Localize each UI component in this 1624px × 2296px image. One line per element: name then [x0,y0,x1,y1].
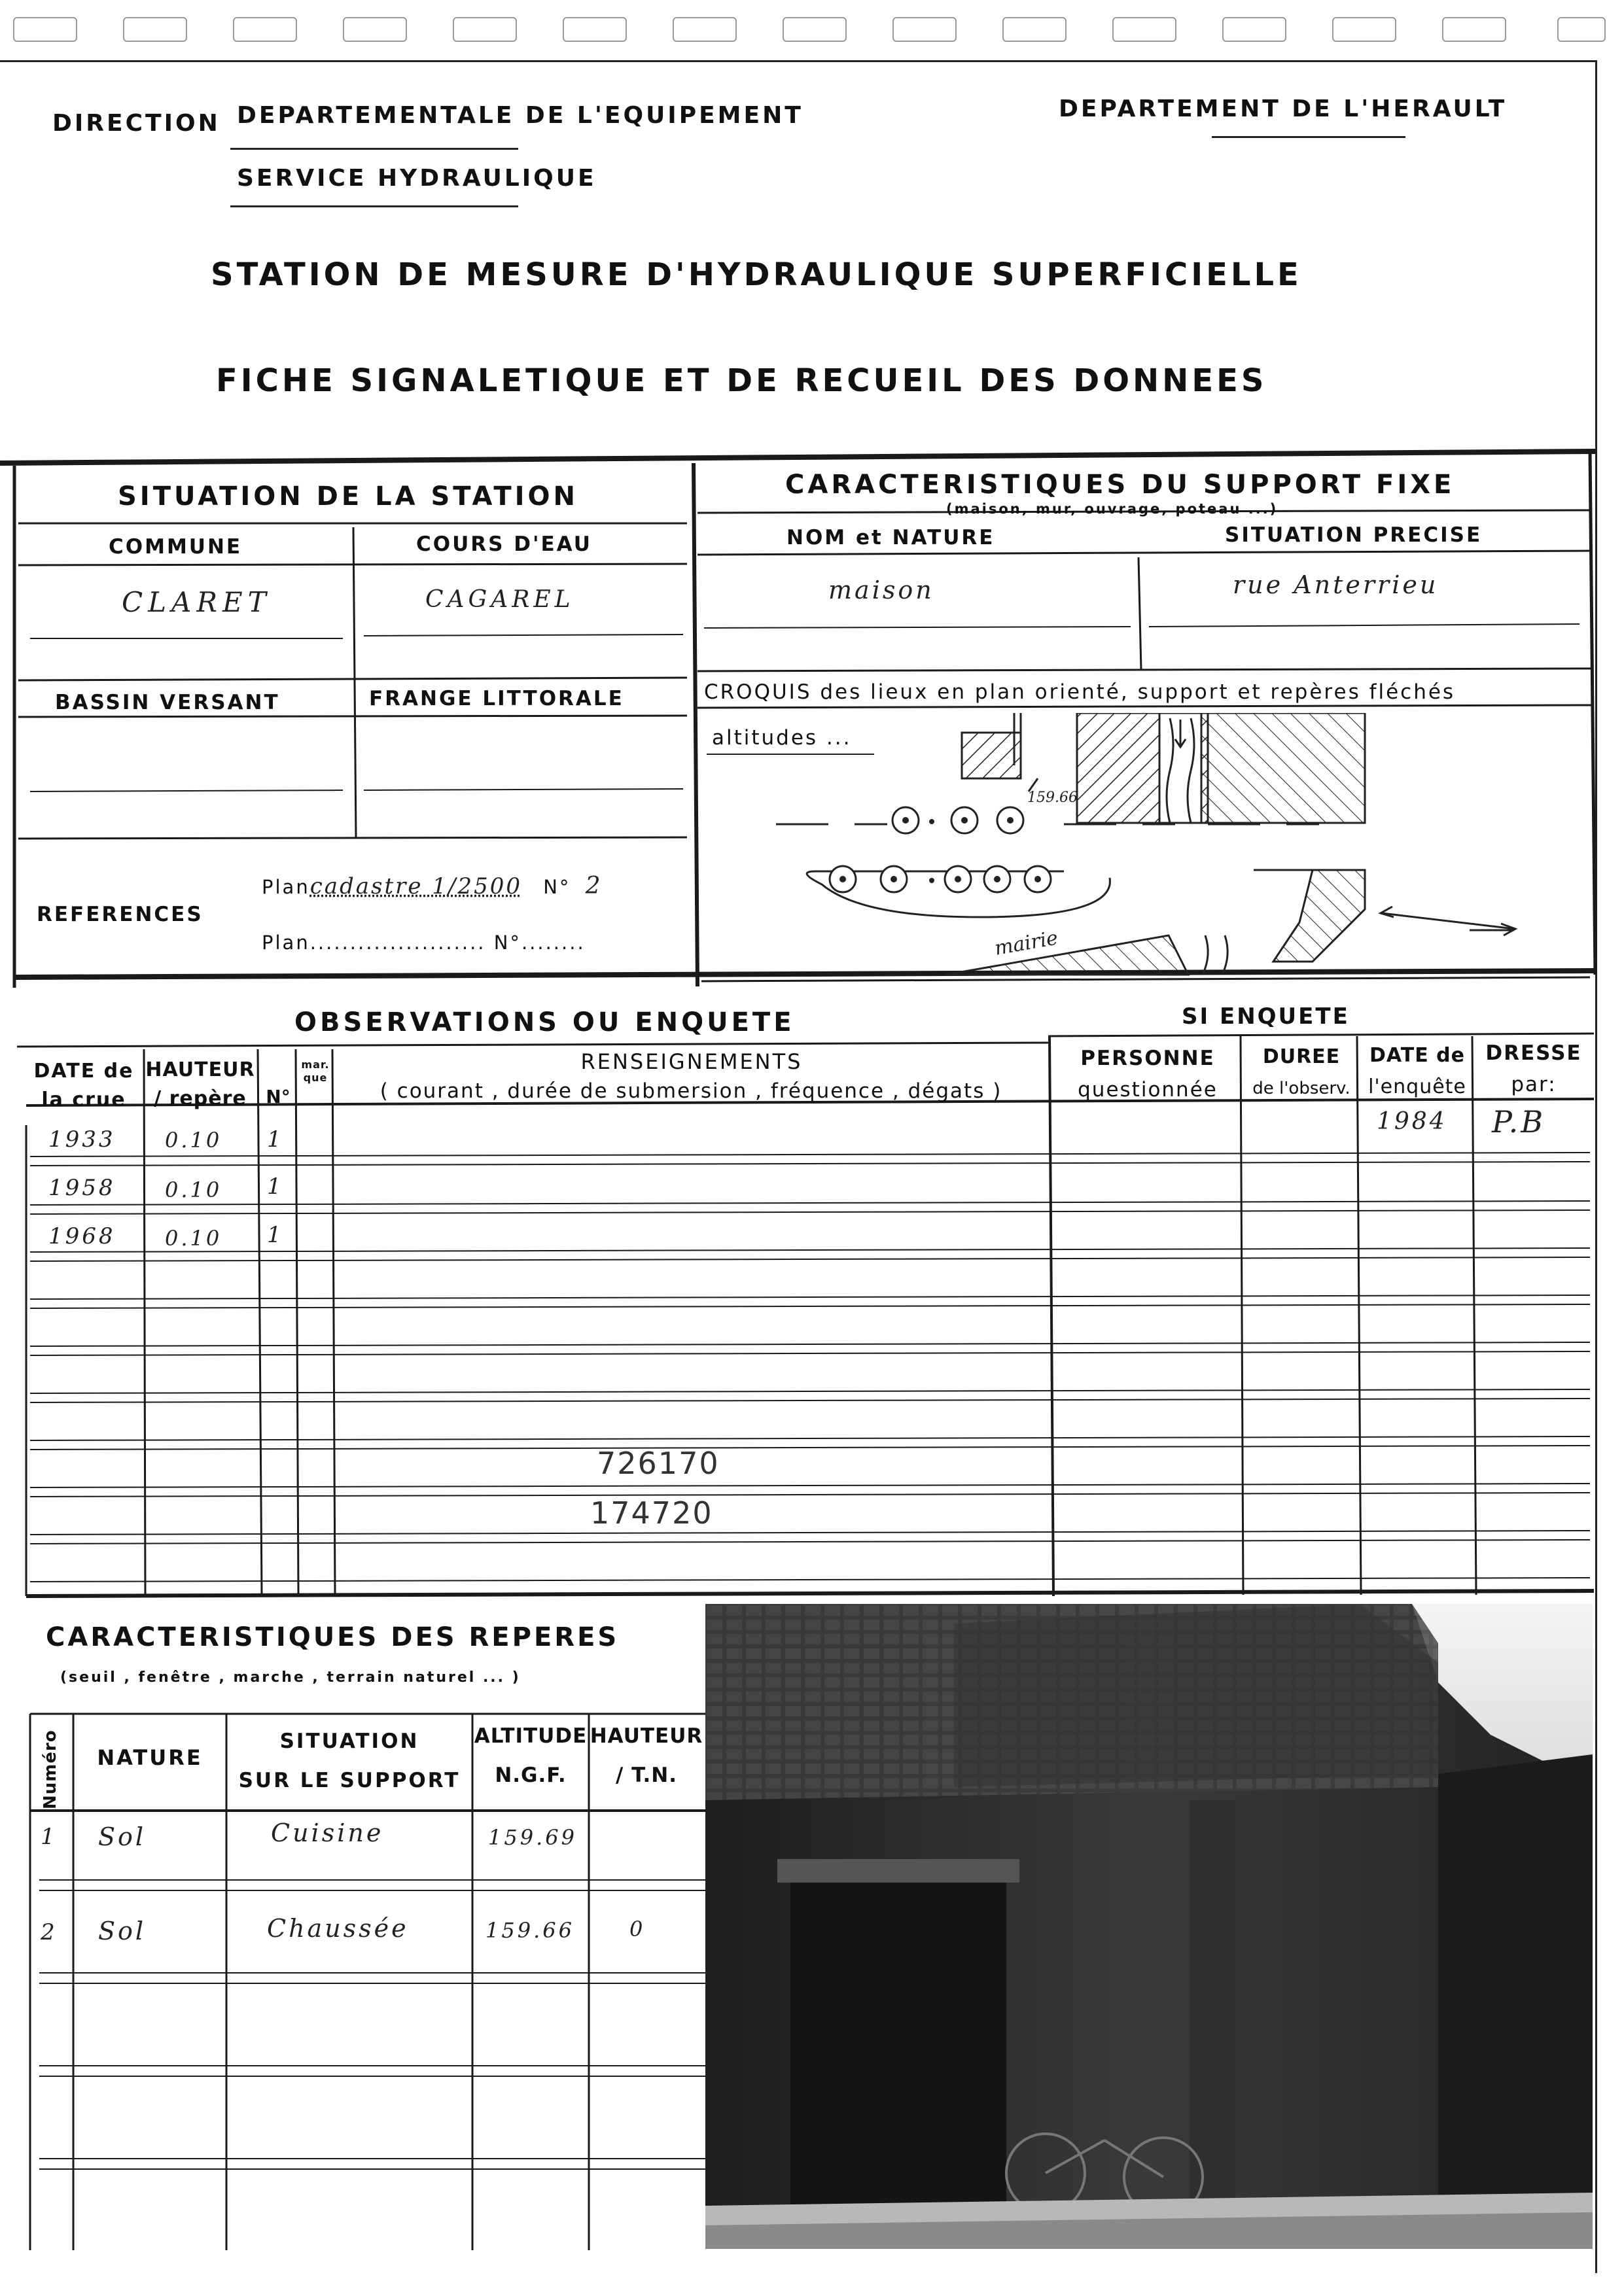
dresse-value: P.B [1492,1104,1546,1139]
references-label: REFERENCES [37,903,203,926]
document-title-2: FICHE SIGNALETIQUE ET DE RECUEIL DES DONNEES [216,362,1267,399]
col-dresse: DRESSE par: [1485,1041,1582,1096]
obs-row-1-hauteur: 0.10 [165,1128,222,1153]
plan1-label: Plan [262,876,310,898]
cours-value: CAGAREL [425,586,574,613]
frange-label: FRANGE LITTORALE [369,687,624,710]
site-sketch [697,713,1590,981]
col-personne: PERSONNE questionnée [1078,1047,1218,1102]
no1-value: 2 [585,873,603,899]
obs-row-3-no: 1 [267,1222,284,1248]
col-numero: N° [266,1086,291,1107]
obs-row-3-date: 1968 [48,1223,116,1249]
obs-row-1-no: 1 [267,1126,284,1153]
repere-1-numero: 1 [41,1824,58,1850]
situation-heading: SITUATION DE LA STATION [118,481,578,512]
no2-label: N° [493,931,521,954]
situation-precise-value: rue Anterrieu [1233,570,1439,599]
repere-1-situation: Cuisine [271,1818,384,1847]
repere-2-numero: 2 [41,1919,58,1945]
plan1-row [262,873,603,899]
col-renseignements-sub: ( courant , durée de submersion , fréquence , dégats ) [380,1079,1002,1103]
col-date-crue: DATE de la crue [33,1060,134,1111]
commune-label: COMMUNE [109,535,243,559]
reperes-col-altitude: ALTITUDE N.G.F. [474,1724,588,1787]
reperes-heading: CARACTERISTIQUES DES REPERES [46,1622,620,1652]
obs-row-2-no: 1 [267,1174,284,1200]
repere-2-nature: Sol [98,1917,147,1945]
no1-label: N° [543,876,571,898]
enquete-heading: SI ENQUETE [1182,1003,1350,1030]
plan2-label: Plan [262,931,310,954]
reperes-col-hauteur: HAUTEUR / T.N. [590,1724,703,1787]
col-duree: DUREE de l'observ. [1252,1045,1350,1098]
repere-1-altitude: 159.69 [488,1825,577,1850]
reperes-col-nature: NATURE [97,1745,203,1770]
altitudes-label: altitudes ... [712,726,852,750]
bassin-label: BASSIN VERSANT [55,691,280,714]
situation-precise-label: SITUATION PRECISE [1225,523,1483,547]
repere-2-situation: Chaussée [267,1914,409,1943]
croquis-label: CROQUIS des lieux en plan orienté, support et repères fléchés [704,680,1456,704]
support-subheading: (maison, mur, ouvrage, poteau ...) [946,501,1279,517]
col-date-enquete: DATE de l'enquête [1368,1044,1466,1098]
sketch-altitude: 159.66 [1027,790,1078,806]
handwritten-note-1: 726170 [597,1446,720,1481]
reperes-subheading: (seuil , fenêtre , marche , terrain naturel ... ) [60,1669,521,1686]
observations-heading: OBSERVATIONS OU ENQUETE [294,1007,795,1037]
cours-label: COURS D'EAU [416,532,592,556]
station-photograph [705,1604,1593,2249]
date-enquete-value: 1984 [1377,1108,1447,1135]
no2-dots: ........ [521,931,586,954]
reperes-col-situation: SITUATION SUR LE SUPPORT [238,1730,461,1792]
commune-value: CLARET [122,586,272,618]
plan2-row [262,931,586,954]
nom-label: NOM et NATURE [786,526,995,549]
header-service: SERVICE HYDRAULIQUE [237,165,597,192]
header-departement: DEPARTEMENT DE L'HERAULT [1059,96,1508,122]
header-departementale: DEPARTEMENTALE DE L'EQUIPEMENT [237,102,803,129]
col-renseignements: RENSEIGNEMENTS [580,1049,803,1074]
reperes-col-numero: Numéro [41,1730,60,1809]
sketch-mairie: mairie [993,926,1060,960]
plan1-value: cadastre 1/2500 [309,873,522,899]
repere-1-nature: Sol [98,1822,147,1851]
obs-row-3-hauteur: 0.10 [165,1226,222,1251]
col-marque: mar. que [301,1058,330,1084]
handwritten-note-2: 174720 [590,1495,713,1531]
header-direction: DIRECTION [52,110,221,137]
support-heading: CARACTERISTIQUES DU SUPPORT FIXE [785,470,1455,500]
nom-value: maison [828,576,934,604]
plan2-dots: ...................... [309,931,486,954]
obs-row-2-date: 1958 [48,1175,116,1201]
repere-2-altitude: 159.66 [485,1918,574,1943]
col-hauteur-repere: HAUTEUR / repère [145,1058,255,1110]
repere-2-hauteur: 0 [629,1917,646,1941]
obs-row-2-hauteur: 0.10 [165,1177,222,1202]
document-title-1: STATION DE MESURE D'HYDRAULIQUE SUPERFICIELLE [211,256,1302,293]
obs-row-1-date: 1933 [48,1126,116,1153]
